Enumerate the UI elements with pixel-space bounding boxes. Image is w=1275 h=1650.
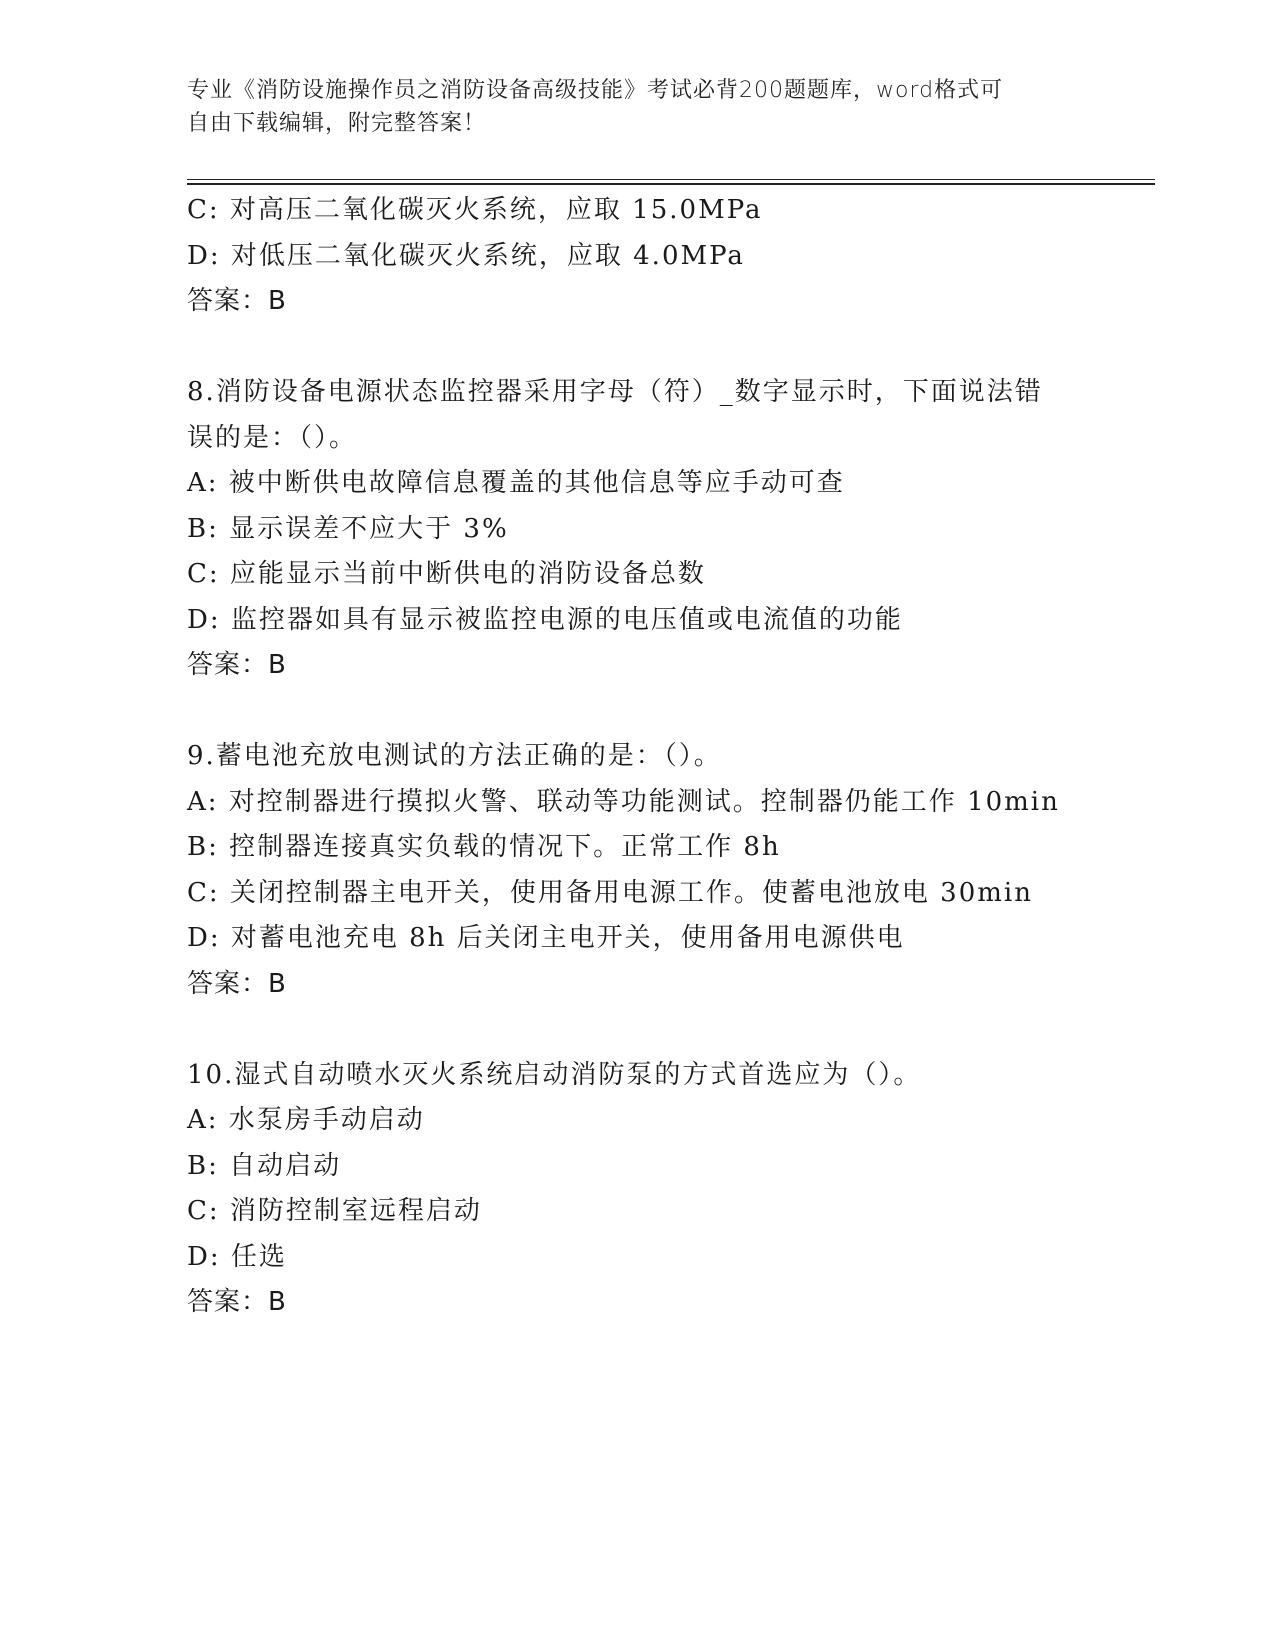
header-divider-top (187, 179, 1155, 180)
question-stem: 10.湿式自动喷水灭火系统启动消防泵的方式首选应为（）。 (187, 1059, 922, 1090)
header-line-1: 专业《消防设施操作员之消防设备高级技能》考试必背200题题库，word格式可 (187, 78, 1004, 103)
spacer (187, 325, 1087, 371)
spacer (187, 1007, 1087, 1053)
question-10 (187, 1053, 1087, 1326)
option-a: A: 被中断供电故障信息覆盖的其他信息等应手动可查 (187, 468, 845, 498)
option-d: D: 对低压二氧化碳灭火系统，应取 4.0MPa (187, 240, 745, 271)
answer: 答案：B (187, 286, 287, 316)
question-8 (187, 370, 1087, 689)
option-c: C: 应能显示当前中断供电的消防设备总数 (187, 559, 706, 589)
question-list (187, 188, 1087, 1326)
question-7 (187, 188, 1087, 325)
header-line-2: 自由下载编辑，附完整答案！ (187, 111, 487, 136)
spacer (187, 689, 1087, 735)
option-d: D: 监控器如具有显示被监控电源的电压值或电流值的功能 (187, 604, 903, 635)
document-header (187, 74, 1087, 140)
question-9 (187, 734, 1087, 1007)
answer: 答案：B (187, 1287, 287, 1317)
option-d: D: 对蓄电池充电 8h 后关闭主电开关，使用备用电源供电 (187, 923, 905, 953)
option-a: A: 水泵房手动启动 (187, 1105, 425, 1135)
option-b: B: 自动启动 (187, 1150, 342, 1181)
header-divider-bottom (187, 183, 1155, 185)
answer: 答案：B (187, 650, 287, 680)
option-a: A: 对控制器进行摸拟火警、联动等功能测试。控制器仍能工作 10min (187, 786, 1060, 817)
option-b: B: 控制器连接真实负载的情况下。正常工作 8h (187, 832, 781, 862)
option-c: C: 关闭控制器主电开关，使用备用电源工作。使蓄电池放电 30min (187, 877, 1033, 908)
option-c: C: 对高压二氧化碳灭火系统，应取 15.0MPa (187, 195, 763, 225)
option-d: D: 任选 (187, 1241, 287, 1272)
answer: 答案：B (187, 968, 287, 999)
question-stem: 9.蓄电池充放电测试的方法正确的是：（）。 (187, 741, 722, 771)
question-stem-line-1: 8.消防设备电源状态监控器采用字母（符）_数字显示时，下面说法错 (187, 377, 1043, 407)
question-stem-line-2: 误的是：（）。 (187, 422, 358, 453)
option-b: B: 显示误差不应大于 3% (187, 513, 509, 544)
option-c: C: 消防控制室远程启动 (187, 1196, 482, 1226)
